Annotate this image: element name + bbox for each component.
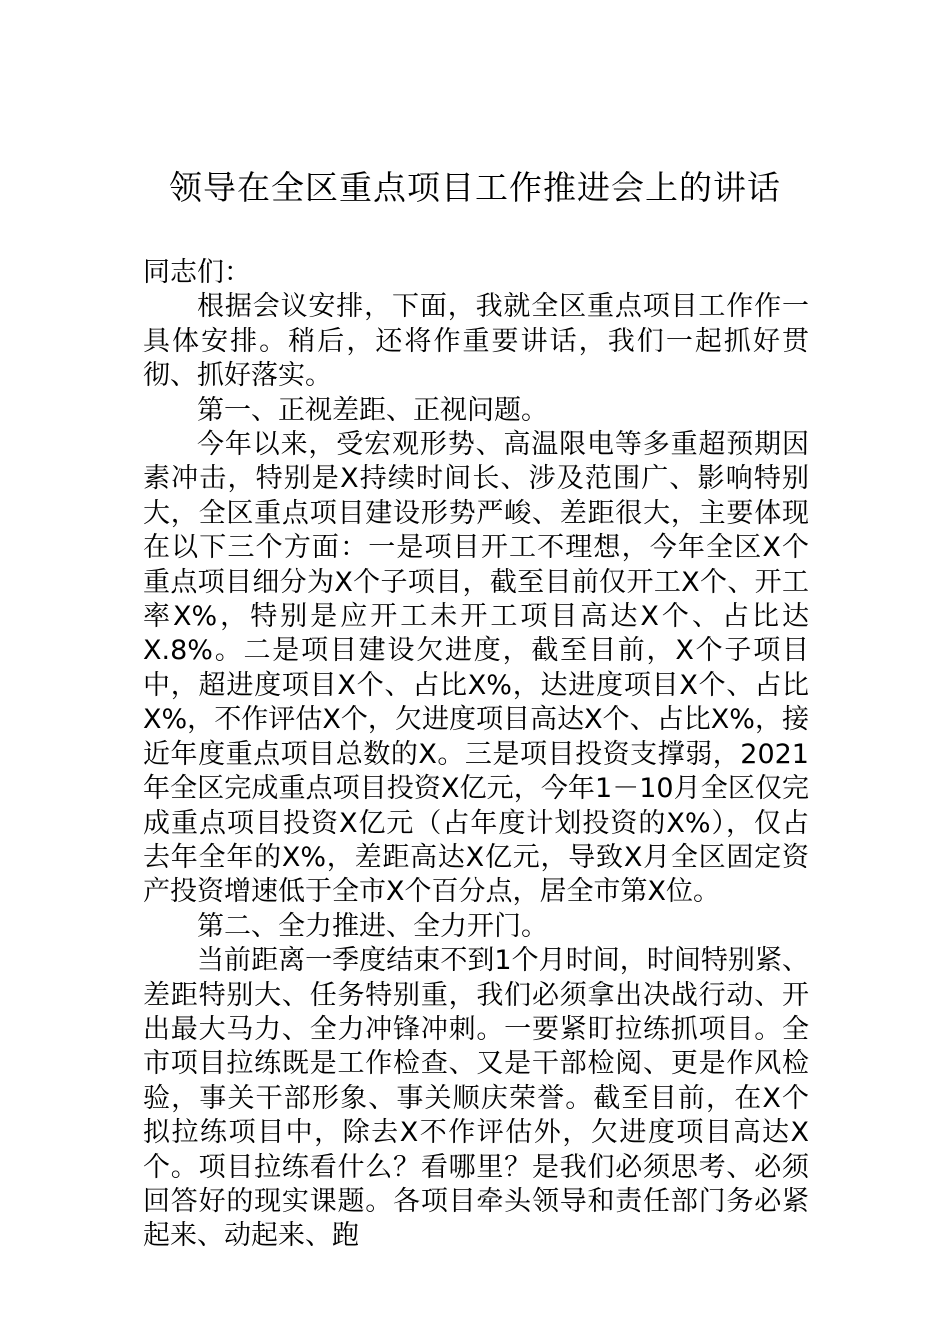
section-heading-2: 第二、全力推进、全力开门。 [197,910,548,942]
paragraph-problems: 今年以来，受宏观形势、高温限电等多重超预期因素冲击，特别是X持续时间长、涉及范围广、影响特别大，全区重点项目建设形势严峻、差距很大，主要体现在以下三个方面：一是项目开工不理想，今年全区X个重点项目细分为X个子项目，截至目前仅开工X个、开工率X%，特别是应开工未开工项目高达X个、占比达X.8%。二是项目建设欠进度，截至目前，X个子项目中，超进度项目X个、占比X%，达进度项目X个、占比X%，不作评估X个，欠进度项目高达X个、占比X%，接近年度重点项目总数的X。三是项目投资支撑弱，2021年全区完成重点项目投资X亿元，今年1－10月全区仅完成重点项目投资X亿元（占年度计划投资的X%），仅占去年全年的X%，差距高达X亿元，导致X月全区固定资产投资增速低于全市X个百分点，居全市第X位。 [143,429,809,908]
salutation: 同志们： [143,257,251,288]
paragraph-action: 当前距离一季度结束不到1个月时间，时间特别紧、差距特别大、任务特别重，我们必须拿出决战行动、开出最大马力、全力冲锋冲刺。一要紧盯拉练抓项目。全市项目拉练既是工作检查、又是干部检阅、更是作风检验，事关干部形象、事关顺庆荣誉。截至目前，在X个拟拉练项目中，除去X不作评估外，欠进度项目高达X个。项目拉练看什么？看哪里？是我们必须思考、必须回答好的现实课题。各项目牵头领导和责任部门务必紧起来、动起来、跑 [143,945,809,1252]
paragraph-intro: 根据会议安排，下面，我就全区重点项目工作作一具体安排。稍后，还将作重要讲话，我们一起抓好贯彻、抓好落实。 [143,291,809,392]
document-body [143,256,809,1254]
section-heading-1: 第一、正视差距、正视问题。 [197,394,548,426]
document-title: 领导在全区重点项目工作推进会上的讲话 [169,168,781,207]
